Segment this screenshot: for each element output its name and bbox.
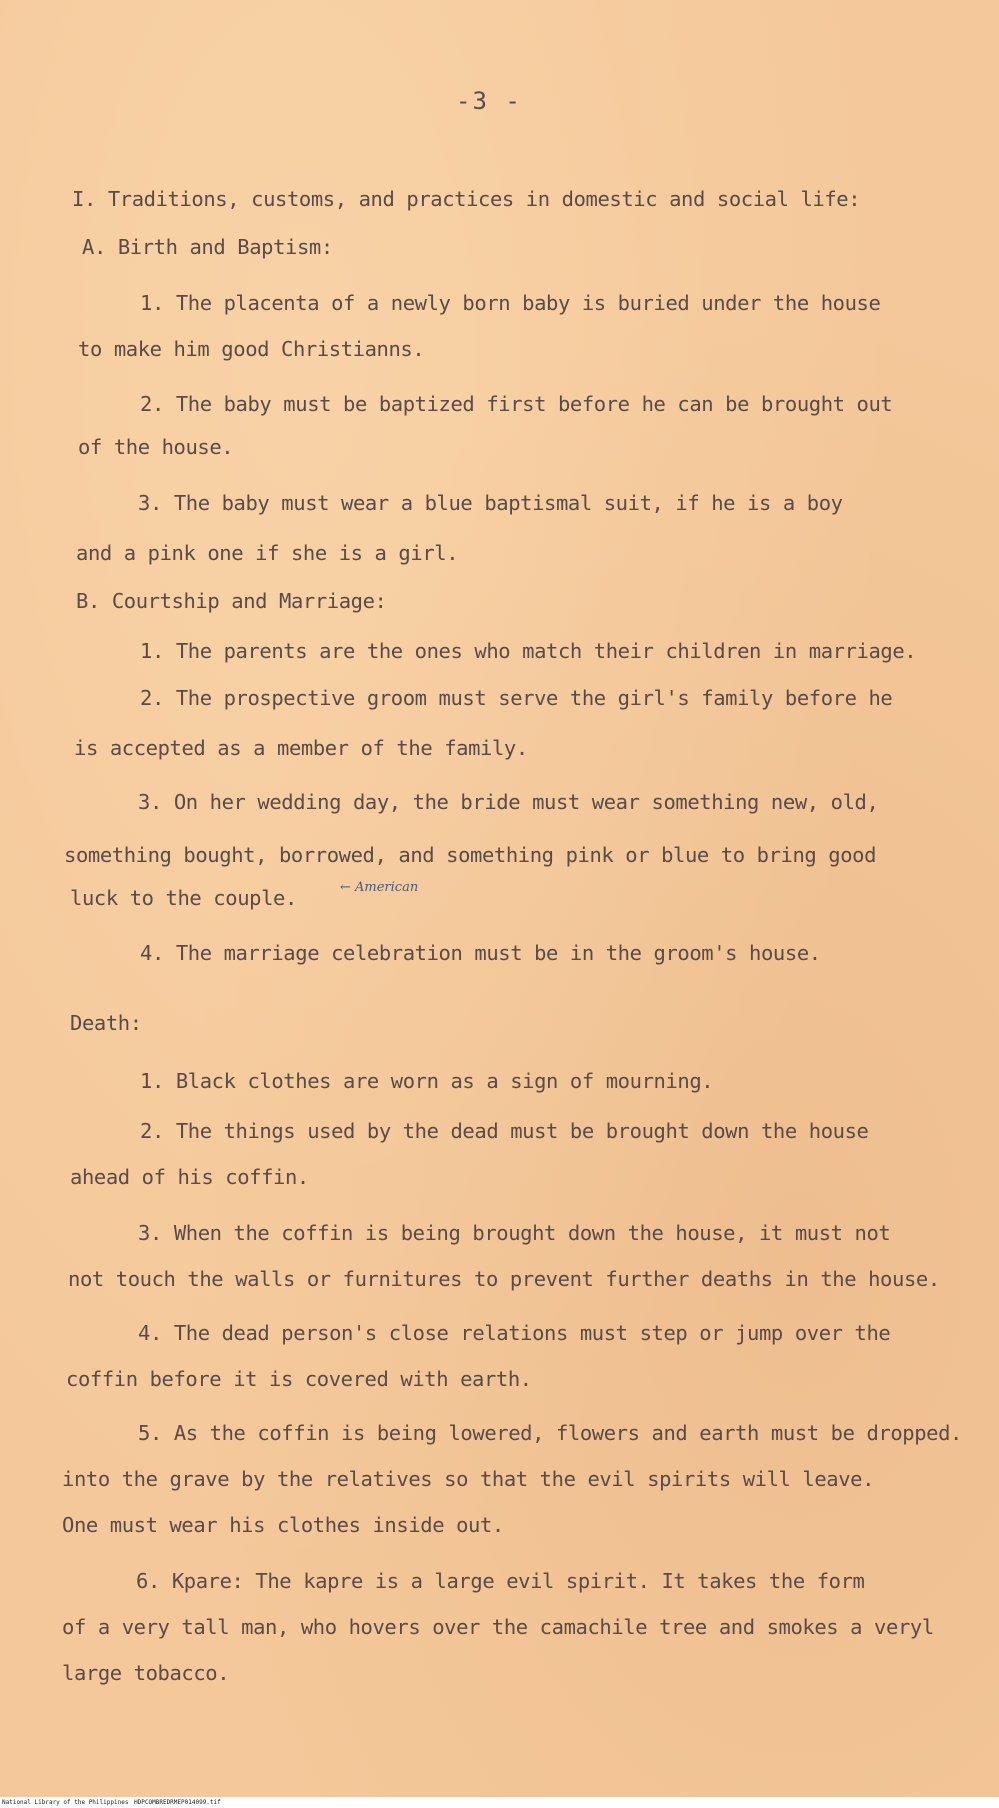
- courtship-item-3-line-3: luck to the couple.: [70, 886, 297, 910]
- death-item-5-line-1: 5. As the coffin is being lowered, flowers and earth must be dropped.: [138, 1421, 963, 1445]
- courtship-item-1-line-1: 1. The parents are the ones who match their children in marriage.: [140, 639, 917, 663]
- courtship-item-2-line-2: is accepted as a member of the family.: [74, 736, 528, 760]
- death-item-6-line-1: 6. Kpare: The kapre is a large evil spirit. It takes the form: [136, 1569, 865, 1593]
- death-item-2-line-2: ahead of his coffin.: [70, 1165, 309, 1189]
- death-item-6-line-2: of a very tall man, who hovers over the camachile tree and smokes a veryl: [62, 1615, 934, 1639]
- birth-item-3-line-2: and a pink one if she is a girl.: [76, 541, 459, 565]
- death-item-4-line-2: coffin before it is covered with earth.: [66, 1367, 532, 1391]
- section-heading: I. Traditions, customs, and practices in domestic and social life:: [72, 187, 861, 211]
- birth-heading: A. Birth and Baptism:: [82, 235, 333, 259]
- courtship-item-2-line-1: 2. The prospective groom must serve the girl's family before he: [140, 686, 893, 710]
- death-item-6-line-3: large tobacco.: [62, 1661, 230, 1685]
- death-item-4-line-1: 4. The dead person's close relations must step or jump over the: [138, 1321, 891, 1345]
- death-item-5-line-2: into the grave by the relatives so that the evil spirits will leave.: [62, 1467, 875, 1491]
- courtship-item-3-line-1: 3. On her wedding day, the bride must wear something new, old,: [138, 790, 879, 814]
- death-item-1-line-1: 1. Black clothes are worn as a sign of mourning.: [140, 1069, 714, 1093]
- birth-item-1-line-1: 1. The placenta of a newly born baby is buried under the house: [140, 291, 881, 315]
- death-item-3-line-1: 3. When the coffin is being brought down the house, it must not: [138, 1221, 891, 1245]
- handwritten-note: ← American: [340, 880, 419, 895]
- death-item-5-line-3: One must wear his clothes inside out.: [62, 1513, 504, 1537]
- courtship-item-3-line-2: something bought, borrowed, and something pink or blue to bring good: [64, 843, 877, 867]
- birth-item-1-line-2: to make him good Christianns.: [78, 337, 425, 361]
- birth-item-2-line-2: of the house.: [78, 435, 234, 459]
- page-number: -3 -: [456, 87, 522, 115]
- footer-file: HDPCOMBREDRMEP014099.tif: [134, 1799, 221, 1806]
- footer-library: National Library of the Philippines: [2, 1799, 129, 1806]
- courtship-item-4-line-1: 4. The marriage celebration must be in the groom's house.: [140, 941, 821, 965]
- birth-item-3-line-1: 3. The baby must wear a blue baptismal suit, if he is a boy: [138, 491, 843, 515]
- death-heading: Death:: [70, 1011, 142, 1035]
- courtship-heading: B. Courtship and Marriage:: [76, 589, 387, 613]
- death-item-3-line-2: not touch the walls or furnitures to prevent further deaths in the house.: [68, 1267, 940, 1291]
- birth-item-2-line-1: 2. The baby must be baptized first before he can be brought out: [140, 392, 893, 416]
- death-item-2-line-1: 2. The things used by the dead must be brought down the house: [140, 1119, 869, 1143]
- archive-footer: [0, 1797, 999, 1808]
